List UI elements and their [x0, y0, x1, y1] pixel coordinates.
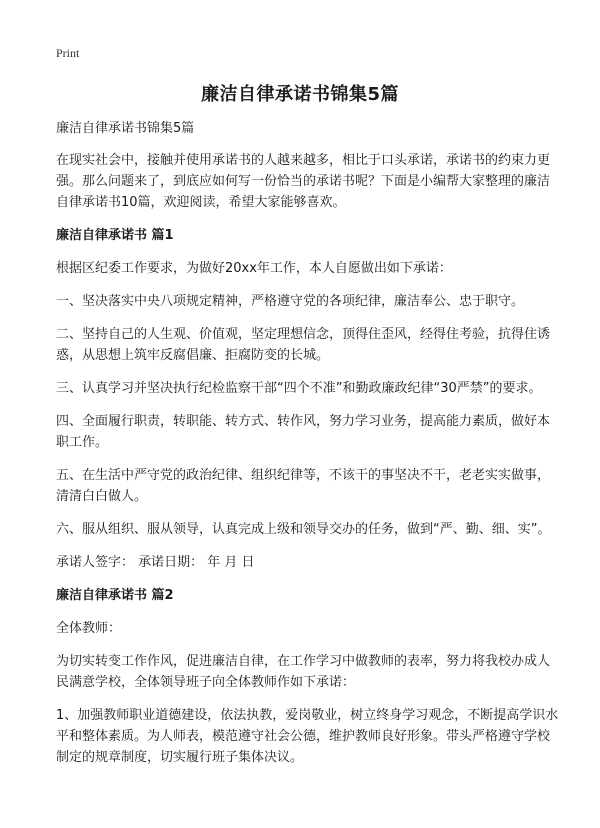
section-2-paragraph: 1、加强教师职业道德建设，依法执教，爱岗敬业，树立终身学习观念，不断提高学识水平和整体素质。为人师表，模范遵守社会公德，维护教师良好形象。带头严格遵守学校制定的规章制度，切实履行班子集体决议。 — [56, 708, 559, 765]
intro-subtitle: 廉洁自律承诺书锦集5篇 — [56, 121, 195, 136]
page-title: 廉洁自律承诺书锦集5篇 — [200, 84, 400, 105]
section-1-signature: 承诺人签字： 承诺日期： 年 月 日 — [56, 555, 255, 570]
section-1-paragraph: 一、坚决落实中央八项规定精神，严格遵守党的各项纪律，廉洁奉公、忠于职守。 — [56, 294, 525, 309]
section-2-heading: 廉洁自律承诺书 篇2 — [56, 588, 174, 603]
section-2-paragraph: 全体教师： — [56, 621, 122, 636]
section-1-paragraph: 根据区纪委工作要求，为做好20xx年工作，本人自愿做出如下承诺： — [56, 261, 452, 276]
section-1-paragraph: 五、在生活中严守党的政治纪律、组织纪律等，不该干的事坚决不干，老老实实做事，清清白白做人。 — [56, 468, 551, 504]
document-body — [56, 118, 559, 780]
intro-paragraph: 在现实社会中，接触并使用承诺书的人越来越多，相比于口头承诺，承诺书的约束力更强。那么问题来了，到底应如何写一份恰当的承诺书呢？下面是小编帮大家整理的廉洁自律承诺书10篇，欢迎阅读，希望大家能够喜欢。 — [56, 153, 551, 210]
section-1-paragraph: 二、坚持自己的人生观、价值观，坚定理想信念，顶得住歪风，经得住考验，抗得住诱惑，从思想上筑牢反腐倡廉、拒腐防变的长城。 — [56, 327, 551, 363]
section-1-heading: 廉洁自律承诺书 篇1 — [56, 228, 174, 243]
section-1-paragraph: 六、服从组织、服从领导，认真完成上级和领导交办的任务，做到“严、勤、细、实”。 — [56, 522, 551, 537]
print-label[interactable]: Print — [56, 46, 80, 60]
section-2-paragraph: 为切实转变工作作风，促进廉洁自律，在工作学习中做教师的表率，努力将我校办成人民满意学校，全体领导班子向全体教师作如下承诺： — [56, 654, 551, 690]
section-1-paragraph: 三、认真学习并坚决执行纪检监察干部“四个不准”和勤政廉政纪律“30严禁”的要求。 — [56, 381, 542, 396]
section-1-paragraph: 四、全面履行职责，转职能、转方式、转作风，努力学习业务，提高能力素质，做好本职工作。 — [56, 414, 551, 450]
